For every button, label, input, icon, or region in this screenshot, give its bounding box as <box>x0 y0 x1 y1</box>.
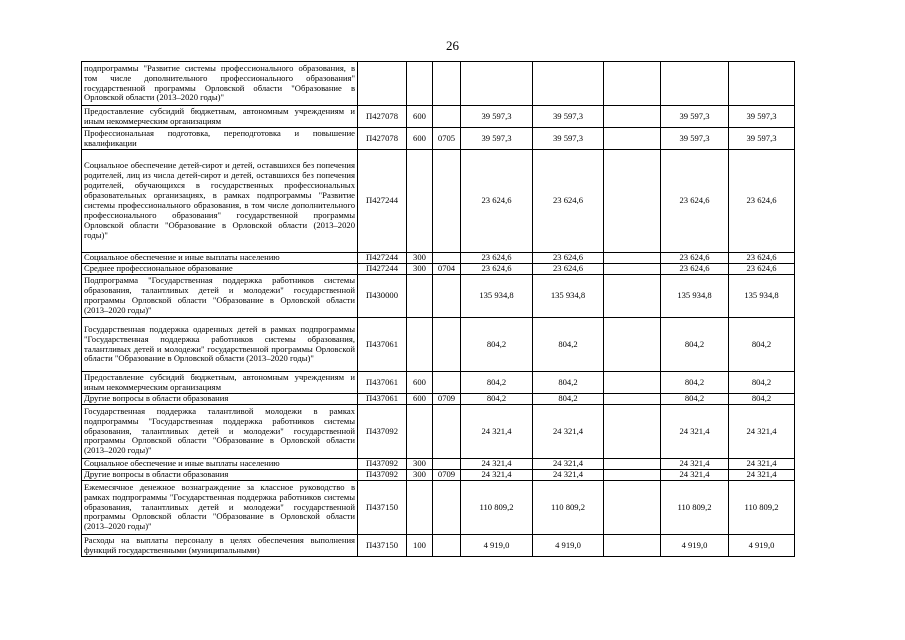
cell-expense-type <box>407 405 433 459</box>
cell-amount-4: 23 624,6 <box>661 253 729 264</box>
cell-amount-4: 39 597,3 <box>661 128 729 150</box>
cell-section <box>433 459 461 470</box>
cell-amount-2: 24 321,4 <box>533 470 604 481</box>
cell-name: Государственная поддержка одаренных детей в рамках подпрограммы "Государственная поддержка работников системы образования, талантливых детей и молодежи" государственной программы Орловской области "Образование в Орловской области (2013–2020 годы)" <box>82 318 358 372</box>
cell-amount-1: 23 624,6 <box>461 150 533 253</box>
cell-amount-4: 24 321,4 <box>661 405 729 459</box>
cell-amount-5: 804,2 <box>729 318 795 372</box>
cell-expense-type <box>407 481 433 535</box>
cell-section <box>433 405 461 459</box>
cell-amount-4: 39 597,3 <box>661 106 729 128</box>
cell-amount-3 <box>604 459 661 470</box>
cell-target-article: П437150 <box>358 481 407 535</box>
cell-amount-1: 804,2 <box>461 372 533 394</box>
cell-section: 0704 <box>433 264 461 275</box>
cell-expense-type <box>407 275 433 318</box>
cell-amount-2: 23 624,6 <box>533 264 604 275</box>
cell-amount-4: 23 624,6 <box>661 150 729 253</box>
cell-amount-3 <box>604 470 661 481</box>
table-body <box>82 62 795 557</box>
cell-amount-1: 4 919,0 <box>461 535 533 557</box>
cell-amount-4: 4 919,0 <box>661 535 729 557</box>
cell-amount-2: 135 934,8 <box>533 275 604 318</box>
table-row <box>82 535 795 557</box>
cell-amount-1: 23 624,6 <box>461 253 533 264</box>
cell-expense-type: 300 <box>407 264 433 275</box>
table-row <box>82 318 795 372</box>
table-row <box>82 150 795 253</box>
cell-amount-5: 39 597,3 <box>729 128 795 150</box>
cell-amount-2: 110 809,2 <box>533 481 604 535</box>
cell-amount-2: 23 624,6 <box>533 150 604 253</box>
cell-amount-1: 39 597,3 <box>461 106 533 128</box>
cell-amount-3 <box>604 253 661 264</box>
cell-section: 0705 <box>433 128 461 150</box>
cell-amount-2: 804,2 <box>533 372 604 394</box>
cell-amount-1: 24 321,4 <box>461 470 533 481</box>
cell-amount-4: 24 321,4 <box>661 470 729 481</box>
cell-section: 0709 <box>433 394 461 405</box>
cell-expense-type: 600 <box>407 372 433 394</box>
cell-name: Предоставление субсидий бюджетным, автономным учреждениям и иным некоммерческим организациям <box>82 372 358 394</box>
cell-amount-5: 23 624,6 <box>729 264 795 275</box>
cell-section <box>433 253 461 264</box>
cell-amount-1: 39 597,3 <box>461 128 533 150</box>
cell-amount-5: 24 321,4 <box>729 405 795 459</box>
cell-name: Расходы на выплаты персоналу в целях обеспечения выполнения функций государственными (муниципальными) <box>82 535 358 557</box>
cell-target-article: П437061 <box>358 372 407 394</box>
cell-name: Профессиональная подготовка, переподготовка и повышение квалификации <box>82 128 358 150</box>
cell-section <box>433 372 461 394</box>
cell-amount-1: 24 321,4 <box>461 459 533 470</box>
budget-table <box>81 61 795 557</box>
cell-amount-3 <box>604 264 661 275</box>
cell-name: Предоставление субсидий бюджетным, автономным учреждениям и иным некоммерческим организациям <box>82 106 358 128</box>
cell-amount-5: 24 321,4 <box>729 470 795 481</box>
cell-amount-2: 24 321,4 <box>533 459 604 470</box>
cell-expense-type: 100 <box>407 535 433 557</box>
cell-amount-4: 23 624,6 <box>661 264 729 275</box>
cell-section <box>433 481 461 535</box>
cell-amount-2: 39 597,3 <box>533 106 604 128</box>
cell-target-article: П437092 <box>358 459 407 470</box>
cell-amount-5: 4 919,0 <box>729 535 795 557</box>
cell-amount-3 <box>604 535 661 557</box>
table-row <box>82 481 795 535</box>
cell-amount-5: 135 934,8 <box>729 275 795 318</box>
cell-name: Среднее профессиональное образование <box>82 264 358 275</box>
cell-amount-5: 24 321,4 <box>729 459 795 470</box>
cell-amount-4: 804,2 <box>661 394 729 405</box>
cell-section <box>433 150 461 253</box>
cell-amount-5 <box>729 62 795 106</box>
cell-target-article: П437150 <box>358 535 407 557</box>
cell-expense-type: 600 <box>407 394 433 405</box>
cell-amount-3 <box>604 372 661 394</box>
cell-amount-1: 804,2 <box>461 318 533 372</box>
cell-section <box>433 62 461 106</box>
cell-expense-type: 300 <box>407 253 433 264</box>
cell-expense-type <box>407 318 433 372</box>
table-row <box>82 264 795 275</box>
cell-target-article: П427078 <box>358 106 407 128</box>
cell-target-article: П427244 <box>358 253 407 264</box>
cell-amount-5: 804,2 <box>729 372 795 394</box>
cell-expense-type: 600 <box>407 128 433 150</box>
cell-amount-4: 24 321,4 <box>661 459 729 470</box>
cell-target-article <box>358 62 407 106</box>
cell-amount-2: 804,2 <box>533 318 604 372</box>
cell-expense-type <box>407 150 433 253</box>
cell-amount-3 <box>604 481 661 535</box>
table-row <box>82 405 795 459</box>
table-row <box>82 459 795 470</box>
cell-amount-1: 804,2 <box>461 394 533 405</box>
cell-target-article: П437061 <box>358 318 407 372</box>
table-row <box>82 470 795 481</box>
cell-target-article: П437061 <box>358 394 407 405</box>
cell-amount-5: 110 809,2 <box>729 481 795 535</box>
cell-amount-2: 24 321,4 <box>533 405 604 459</box>
cell-section <box>433 106 461 128</box>
cell-expense-type: 300 <box>407 459 433 470</box>
cell-expense-type <box>407 62 433 106</box>
table-row <box>82 62 795 106</box>
cell-section <box>433 275 461 318</box>
cell-amount-3 <box>604 150 661 253</box>
cell-name: Ежемесячное денежное вознаграждение за классное руководство в рамках подпрограммы "Государственная поддержка работников системы образования, талантливых детей и молодежи" государственной программы Орловской области "Образование в Орловской области (2013–2020 годы)" <box>82 481 358 535</box>
cell-amount-3 <box>604 394 661 405</box>
cell-amount-1 <box>461 62 533 106</box>
cell-target-article: П427244 <box>358 264 407 275</box>
cell-name: Подпрограмма "Государственная поддержка работников системы образования, талантливых детей и молодежи" государственной программы Орловской области "Образование в Орловской области (2013–2020 годы)" <box>82 275 358 318</box>
cell-amount-5: 39 597,3 <box>729 106 795 128</box>
cell-amount-2 <box>533 62 604 106</box>
cell-amount-2: 23 624,6 <box>533 253 604 264</box>
cell-amount-3 <box>604 275 661 318</box>
table-row <box>82 106 795 128</box>
cell-amount-5: 23 624,6 <box>729 150 795 253</box>
cell-name: Государственная поддержка талантливой молодежи в рамках подпрограммы "Государственная поддержка работников системы образования, талантливых детей и молодежи" государственной программы Орловской области "Образование в Орловской области (2013–2020 годы)" <box>82 405 358 459</box>
cell-amount-1: 24 321,4 <box>461 405 533 459</box>
cell-target-article: П430000 <box>358 275 407 318</box>
cell-amount-4: 135 934,8 <box>661 275 729 318</box>
cell-amount-4: 804,2 <box>661 372 729 394</box>
table-row <box>82 275 795 318</box>
cell-amount-3 <box>604 62 661 106</box>
cell-section <box>433 535 461 557</box>
cell-name: подпрограммы "Развитие системы профессионального образования, в том числе дополнительного профессионального образования" государственной программы Орловской области "Образование в Орловской области (2013–2020 годы)" <box>82 62 358 106</box>
cell-amount-4: 804,2 <box>661 318 729 372</box>
table-row <box>82 253 795 264</box>
cell-section <box>433 318 461 372</box>
cell-amount-3 <box>604 106 661 128</box>
cell-name: Другие вопросы в области образования <box>82 394 358 405</box>
cell-target-article: П427078 <box>358 128 407 150</box>
table-row <box>82 372 795 394</box>
cell-amount-5: 804,2 <box>729 394 795 405</box>
cell-amount-3 <box>604 318 661 372</box>
cell-amount-2: 804,2 <box>533 394 604 405</box>
cell-name: Социальное обеспечение и иные выплаты населению <box>82 253 358 264</box>
cell-amount-3 <box>604 128 661 150</box>
cell-name: Социальное обеспечение детей-сирот и детей, оставшихся без попечения родителей, лиц из числа детей-сирот и детей, оставшихся без попечения родителей, обучающихся в государственных профессиональных образовательных организациях, в рамках подпрограммы "Развитие системы профессионального образования, в том числе дополнительного профессионального образования" государственной программы Орловской области "Образование в Орловской области (2013–2020 годы)" <box>82 150 358 253</box>
cell-target-article: П437092 <box>358 405 407 459</box>
cell-amount-2: 4 919,0 <box>533 535 604 557</box>
cell-section: 0709 <box>433 470 461 481</box>
cell-amount-3 <box>604 405 661 459</box>
cell-amount-1: 135 934,8 <box>461 275 533 318</box>
cell-amount-4 <box>661 62 729 106</box>
cell-amount-1: 110 809,2 <box>461 481 533 535</box>
table-row <box>82 128 795 150</box>
cell-amount-2: 39 597,3 <box>533 128 604 150</box>
cell-target-article: П437092 <box>358 470 407 481</box>
cell-name: Другие вопросы в области образования <box>82 470 358 481</box>
cell-amount-1: 23 624,6 <box>461 264 533 275</box>
cell-name: Социальное обеспечение и иные выплаты населению <box>82 459 358 470</box>
cell-target-article: П427244 <box>358 150 407 253</box>
page-number: 26 <box>446 38 459 53</box>
cell-amount-4: 110 809,2 <box>661 481 729 535</box>
cell-amount-5: 23 624,6 <box>729 253 795 264</box>
cell-expense-type: 300 <box>407 470 433 481</box>
cell-expense-type: 600 <box>407 106 433 128</box>
table-row <box>82 394 795 405</box>
